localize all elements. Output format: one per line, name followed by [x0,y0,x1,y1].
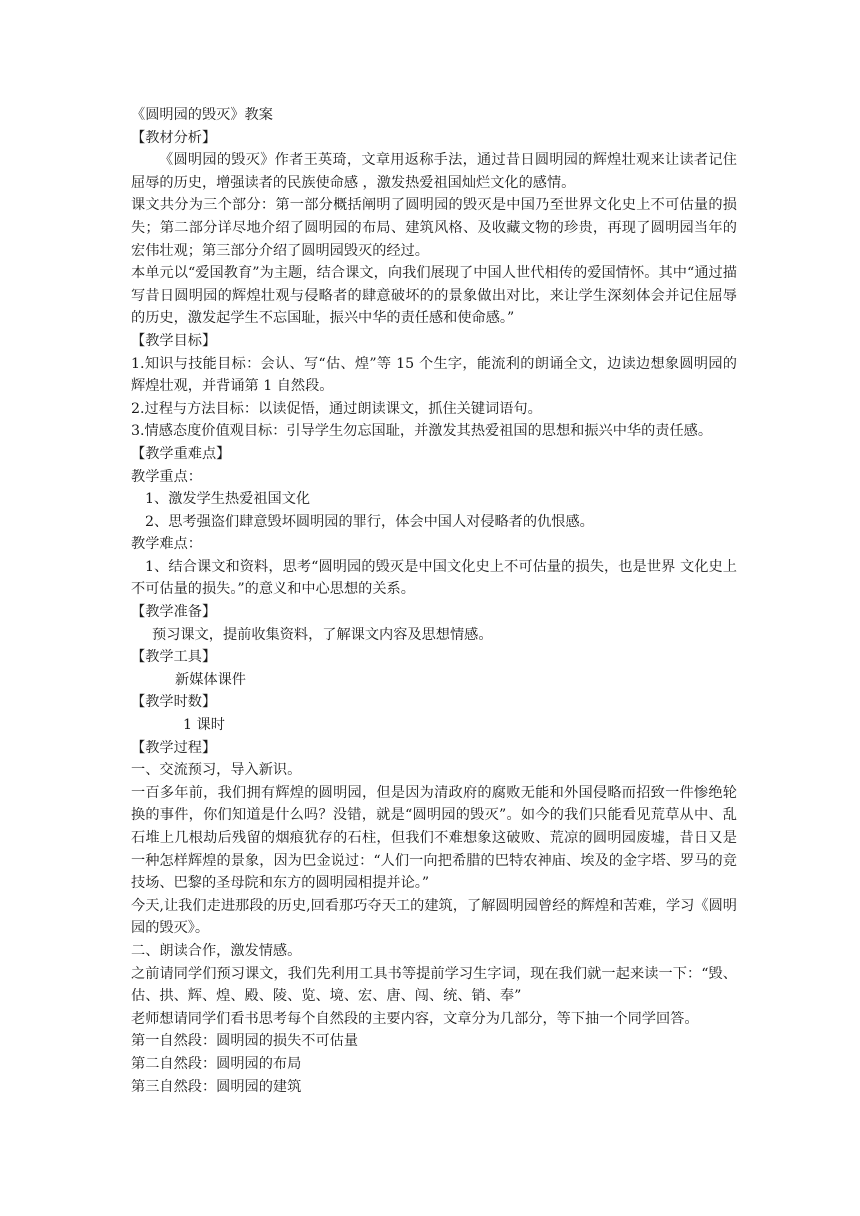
section-heading-keypoints: 【教学重难点】 [131,445,231,462]
paragraph-summary-1: 第一自然段：圆明园的损失不可估量 [131,1033,359,1050]
difficulty-label: 教学难点： [131,536,202,553]
goal-1: 1.知识与技能目标：会认、写“估、煌”等 15 个生字，能流利的朗诵全文，边读边想象圆明园的辉煌壮观，并背诵第 1 自然段。 [131,355,737,395]
process-step-2-title: 二、朗读合作，激发情感。 [131,942,302,959]
analysis-paragraph-2: 课文共分为三个部分：第一部分概括阐明了圆明园的毁灭是中国乃至世界文化史上不可估量的损失；第二部分详尽地介绍了圆明园的布局、建筑风格、及收藏文物的珍贵，再现了圆明园当年的宏伟壮观；第三部分介绍了圆明园毁灭的经过。 [131,197,737,259]
process-step-2-paragraph-1: 之前请同学们预习课文，我们先利用工具书等提前学习生字词，现在我们就一起来读一下：“毁、估、拱、辉、煌、殿、陵、览、境、宏、唐、闯、统、销、奉” [131,965,737,1005]
process-step-1-title: 一、交流预习，导入新识。 [131,762,302,779]
process-step-1-paragraph-2: 今天,让我们走进那段的历史,回看那巧夺天工的建筑，了解圆明园曾经的辉煌和苦难，学习《圆明园的毁灭》。 [131,897,737,937]
document-title: 《圆明园的毁灭》教案 [131,107,273,123]
preparation-text: 预习课文，提前收集资料，了解课文内容及思想情感。 [152,626,493,643]
section-heading-process: 【教学过程】 [131,739,217,756]
section-heading-goals: 【教学目标】 [131,332,217,349]
section-heading-analysis: 【教材分析】 [131,129,217,146]
tools-text: 新媒体课件 [175,671,246,688]
process-step-2-paragraph-2: 老师想请同学们看书思考每个自然段的主要内容，文章分为几部分，等下抽一个同学回答。 [131,1010,699,1027]
lesson-plan-document [131,104,737,1098]
section-heading-hours: 【教学时数】 [131,694,217,711]
focus-label: 教学重点： [131,468,202,485]
hours-text: 1 课时 [183,717,225,734]
goal-2: 2.过程与方法目标：以读促悟，通过朗读课文，抓住关键词语句。 [131,400,542,417]
section-heading-tools: 【教学工具】 [131,649,217,666]
paragraph-summary-3: 第三自然段：圆明园的建筑 [131,1078,302,1095]
analysis-paragraph-3: 本单元以“爱国教育”为主题，结合课文，向我们展现了中国人世代相传的爱国情怀。其中“通过描写昔日圆明园的辉煌壮观与侵略者的肆意破坏的的景象做出对比，来让学生深刻体会并记住屈辱的历史，激发起学生不忘国耻，振兴中华的责任感和使命感。” [131,265,737,327]
goal-3: 3.情感态度价值观目标：引导学生勿忘国耻，并激发其热爱祖国的思想和振兴中华的责任感。 [131,423,713,440]
paragraph-summary-2: 第二自然段：圆明园的布局 [131,1055,302,1072]
section-heading-preparation: 【教学准备】 [131,604,217,621]
analysis-paragraph-1: 《圆明园的毁灭》作者王英琦，文章用返称手法，通过昔日圆明园的辉煌壮观来让读者记住屈辱的历史，增强读者的民族使命感 ，激发热爱祖国灿烂文化的感情。 [131,152,737,191]
process-step-1-paragraph-1: 一百多年前，我们拥有辉煌的圆明园，但是因为清政府的腐败无能和外国侵略而招致一件惨绝轮换的事件，你们知道是什么吗？没错，就是“圆明园的毁灭”。如今的我们只能看见荒草从中、乱石堆上几根劫后残留的烟痕犹存的石柱，但我们不难想象这破败、荒凉的圆明园废墟，昔日又是一种怎样辉煌的景象，因为巴金说过：“人们一向把希腊的巴特农神庙、埃及的金字塔、罗马的竞技场、巴黎的圣母院和东方的圆明园相提并论。” [131,784,737,892]
focus-item-2: 2、思考强盗们肆意毁坏圆明园的罪行，体会中国人对侵略者的仇恨感。 [145,513,594,530]
focus-item-1: 1、激发学生热爱祖国文化 [145,491,311,508]
difficulty-item-1: 1、结合课文和资料，思考“圆明园的毁灭是中国文化史上不可估量的损失，也是世界 文化史上不可估量的损失。”的意义和中心思想的关系。 [131,558,737,598]
